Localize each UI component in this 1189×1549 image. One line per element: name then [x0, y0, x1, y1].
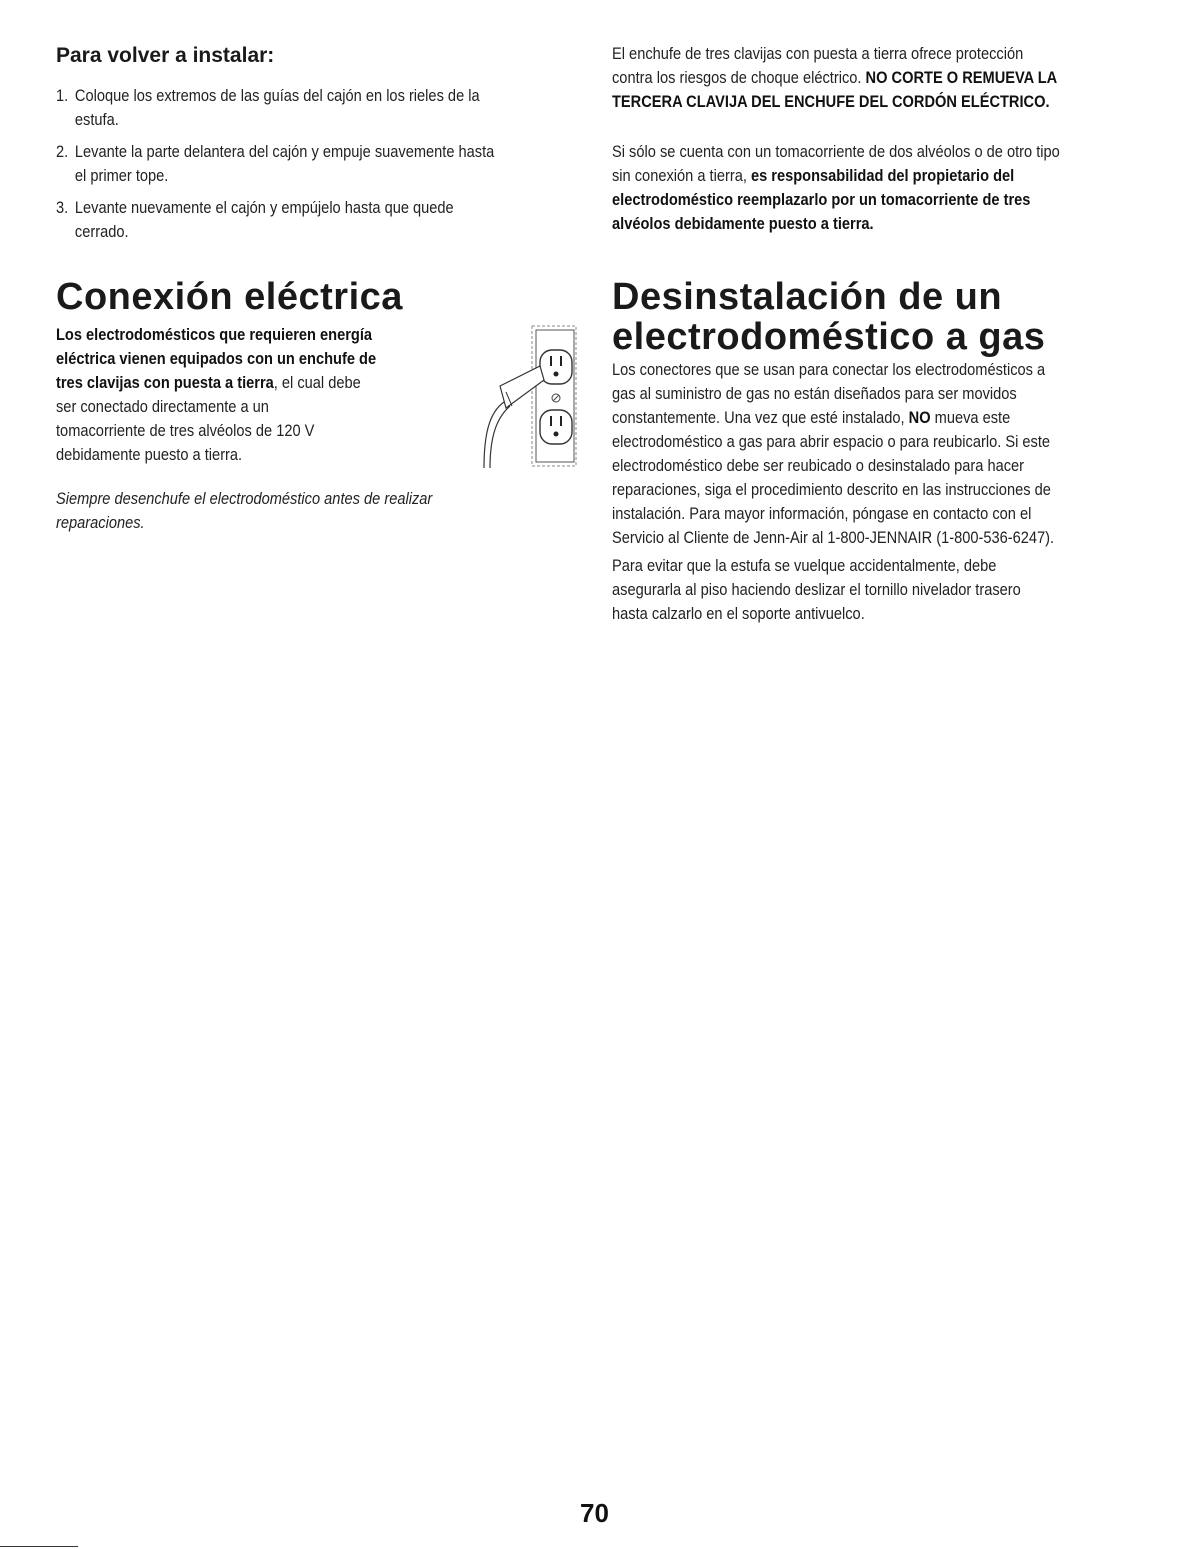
step-1: 1. Coloque los extremos de las guías del cajón en los rieles de la estufa.	[56, 86, 480, 129]
gas-paragraph-2: Para evitar que la estufa se vuelque accidentalmente, debe asegurarla al piso haciendo deslizar el tornillo nivelador trasero hasta calzarlo en el soporte antivuelco.	[612, 556, 1021, 623]
two-prong-paragraph: Si sólo se cuenta con un tomacorriente de dos alvéolos o de otro tipo sin conexión a tierra, es responsabilidad del propietario del electrodoméstico reemplazarlo por un tomacorriente de tres alvéolos debidamente puesto a tierra.	[612, 142, 1060, 233]
footer-rule	[0, 1546, 78, 1547]
step-3: 3. Levante nuevamente el cajón y empújelo hasta que quede cerrado.	[56, 198, 454, 241]
unplug-note: Siempre desenchufe el electrodoméstico antes de realizar reparaciones.	[56, 489, 433, 532]
grounding-paragraph: El enchufe de tres clavijas con puesta a tierra ofrece protección contra los riesgos de choque eléctrico. NO CORTE O REMUEVA LA TERCERA CLAVIJA DEL ENCHUFE DEL CORDÓN ELÉCTRICO.	[612, 44, 1058, 111]
step-2: 2. Levante la parte delantera del cajón y empuje suavemente hasta el primer tope.	[56, 142, 495, 185]
reinstall-heading: Para volver a instalar:	[56, 44, 275, 67]
gas-heading-line-1: Desinstalación de un	[612, 276, 1003, 318]
gas-paragraph-1: Los conectores que se usan para conectar los electrodomésticos a gas al suministro de gas no están diseñados para ser movidos constantemente. Una vez que esté instalado, NO mueva este electrodoméstico a gas para abrir espacio o para reubicarlo. Si este electrodoméstico debe ser reubicado o desinstalado para hacer reparaciones, siga el procedimiento descrito en las instrucciones de instalación. Para mayor información, póngase en contacto con el Servicio al Cliente de Jenn-Air al 1-800-JENNAIR (1-800-536-6247).	[612, 360, 1055, 547]
electric-heading: Conexión eléctrica	[56, 276, 403, 318]
outlet-plug-icon	[470, 322, 580, 472]
reinstall-steps	[56, 84, 575, 244]
electric-paragraph: Los electrodomésticos que requieren energía eléctrica vienen equipados con un enchufe de tres clavijas con puesta a tierra, el cual debe ser conectado directamente a un tomacorriente de tres alvéolos de 120 V debidamente puesto a tierra.	[56, 325, 377, 464]
page-number: 70	[580, 1498, 609, 1528]
gas-heading-line-2: electrodoméstico a gas	[612, 316, 1046, 358]
